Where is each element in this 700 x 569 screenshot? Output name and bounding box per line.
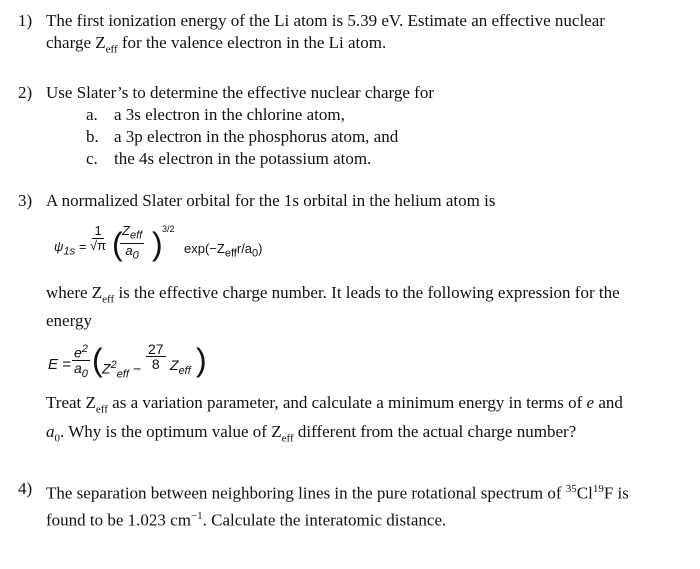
- question-text: A normalized Slater orbital for the 1s orbital in the helium atom is: [46, 191, 496, 210]
- sub-question-list: [86, 104, 688, 170]
- question-text: Use Slater’s to determine the effective nuclear charge for: [46, 83, 434, 102]
- question-text: where $Z_{eff}$ is the effective charge number. It leads to the following expression for the energy: [46, 283, 620, 331]
- question-1: [18, 10, 688, 60]
- question-text: Treat $Z_{eff}$ as a variation parameter, and calculate a minimum energy in terms of e and $a_0$. Why is the optimum value of $Z_{eff}$ different from the actual charge number?: [46, 393, 623, 445]
- question-3: [18, 190, 688, 449]
- question-text: The separation between neighboring lines in the pure rotational spectrum of $^{35}$Cl$^{19}$F is found to be 1.023 $cm^{-1}$. Calculate the interatomic distance.: [46, 483, 629, 530]
- list-item: b. a 3p electron in the phosphorus atom, and: [86, 127, 399, 146]
- question-text: The first ionization energy of the Li atom is 5.39 eV. Estimate an effective nuclear charge $Z_{eff}$ for the valence electron in the Li atom.: [46, 11, 605, 56]
- question-number: 4): [18, 479, 33, 498]
- list-item: c. the 4s electron in the potassium atom.: [86, 149, 372, 168]
- energy-equation: E = $\frac{e^2}{a_0}$ ( $Z^2_{eff}$ − $\frac{27}{8}$ $Z_{eff}$ ): [48, 341, 207, 381]
- question-number: 3): [18, 191, 33, 210]
- slater-orbital-equation: $\psi_{1s}$ = $\frac{1}{√\pi}$ ( $Z_{eff}$ $a_0$ ) 3/2 $\exp(-Z_{eff}r/a_0)$: [54, 223, 263, 262]
- question-number: 1): [18, 11, 33, 30]
- question-4: [18, 478, 688, 531]
- question-number: 2): [18, 83, 33, 102]
- list-item: a. a 3s electron in the chlorine atom,: [86, 105, 345, 124]
- question-2: [18, 82, 688, 170]
